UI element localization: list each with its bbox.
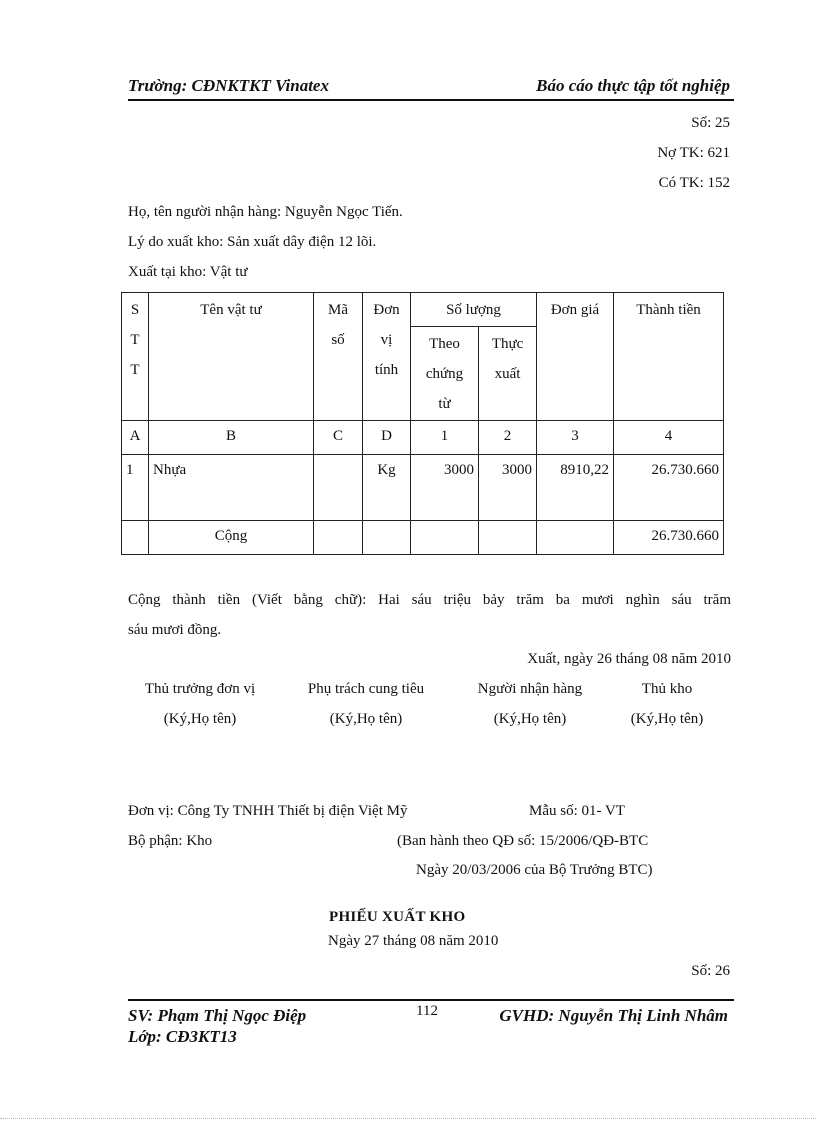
header-price: Đơn giá xyxy=(537,293,614,421)
row-name: Nhựa xyxy=(149,455,314,521)
code-cell: A xyxy=(122,421,149,455)
code-cell: 2 xyxy=(479,421,537,455)
total-label: Cộng xyxy=(149,521,314,555)
decree-date: Ngày 20/03/2006 của Bộ Trưởng BTC) xyxy=(416,862,653,878)
signature-storekeeper-title: Thủ kho xyxy=(641,681,693,697)
signature-storekeeper-note: (Ký,Họ tên) xyxy=(630,711,704,727)
table-header-row xyxy=(122,293,724,327)
issue-table xyxy=(121,292,724,555)
code-cell: B xyxy=(149,421,314,455)
table-total-row xyxy=(122,521,724,555)
department-line: Bộ phận: Kho xyxy=(128,833,213,849)
code-cell: 3 xyxy=(537,421,614,455)
row-unit: Kg xyxy=(363,455,411,521)
warehouse-line: Xuất tại kho: Vật tư xyxy=(128,264,248,280)
row-stt: 1 xyxy=(122,455,149,521)
header-name: Tên vật tư xyxy=(149,293,314,421)
page-number: 112 xyxy=(416,1003,438,1019)
row-qty-actual: 3000 xyxy=(479,455,537,521)
header-report-title: Báo cáo thực tập tốt nghiệp xyxy=(536,76,730,95)
signature-supply-title: Phụ trách cung tiêu xyxy=(307,681,425,697)
header-qty-document: Theo chứng từ xyxy=(411,327,479,421)
table-row xyxy=(122,455,724,521)
header-unit: Đơn vị tính xyxy=(363,293,411,421)
header-school: Trường: CĐNKTKT Vinatex xyxy=(128,76,329,95)
debit-account: Nợ TK: 621 xyxy=(657,145,730,161)
reason-line: Lý do xuất kho: Sản xuất dây điện 12 lõi. xyxy=(128,234,377,250)
receiver-line: Họ, tên người nhận hàng: Nguyễn Ngọc Tiến. xyxy=(128,204,403,220)
footer-class: Lớp: CĐ3KT13 xyxy=(128,1027,237,1046)
signature-receiver-note: (Ký,Họ tên) xyxy=(493,711,567,727)
total-amount: 26.730.660 xyxy=(614,521,724,555)
signature-head-title: Thủ trưởng đơn vị xyxy=(144,681,256,697)
issue-date: Xuất, ngày 26 tháng 08 năm 2010 xyxy=(527,651,731,667)
page-edge xyxy=(0,1118,816,1119)
footer-supervisor: GVHD: Nguyễn Thị Linh Nhâm xyxy=(499,1006,728,1025)
signature-head-note: (Ký,Họ tên) xyxy=(163,711,237,727)
header-quantity: Số lượng xyxy=(411,293,537,327)
amount-in-words-cont: sáu mươi đồng. xyxy=(128,622,222,638)
header-stt: S T T xyxy=(122,293,149,421)
table-code-row xyxy=(122,421,724,455)
slip-number: Số: 25 xyxy=(691,115,730,131)
code-cell: 4 xyxy=(614,421,724,455)
footer-rule xyxy=(128,999,734,1001)
form-number: Mẫu số: 01- VT xyxy=(529,803,625,819)
footer-student: SV: Phạm Thị Ngọc Điệp xyxy=(128,1006,307,1025)
code-cell: C xyxy=(314,421,363,455)
row-price: 8910,22 xyxy=(537,455,614,521)
slip-date: Ngày 27 tháng 08 năm 2010 xyxy=(328,933,499,949)
code-cell: 1 xyxy=(411,421,479,455)
code-cell: D xyxy=(363,421,411,455)
unit-line: Đơn vị: Công Ty TNHH Thiết bị điện Việt Mỹ xyxy=(128,803,408,819)
header-code: Mã số xyxy=(314,293,363,421)
header-amount: Thành tiền xyxy=(614,293,724,421)
signature-receiver-title: Người nhận hàng xyxy=(477,681,583,697)
row-qty-document: 3000 xyxy=(411,455,479,521)
slip2-number: Số: 26 xyxy=(691,963,730,979)
decree-line: (Ban hành theo QĐ số: 15/2006/QĐ-BTC xyxy=(397,833,649,849)
row-amount: 26.730.660 xyxy=(614,455,724,521)
signature-supply-note: (Ký,Họ tên) xyxy=(329,711,403,727)
header-rule xyxy=(128,99,734,101)
row-code xyxy=(314,455,363,521)
slip-title: PHIẾU XUẤT KHO xyxy=(329,909,466,925)
amount-in-words: Cộng thành tiền (Viết bằng chữ): Hai sáu triệu bảy trăm ba mươi nghìn sáu trăm xyxy=(128,592,731,608)
header-qty-actual: Thực xuất xyxy=(479,327,537,421)
credit-account: Có TK: 152 xyxy=(658,175,730,191)
